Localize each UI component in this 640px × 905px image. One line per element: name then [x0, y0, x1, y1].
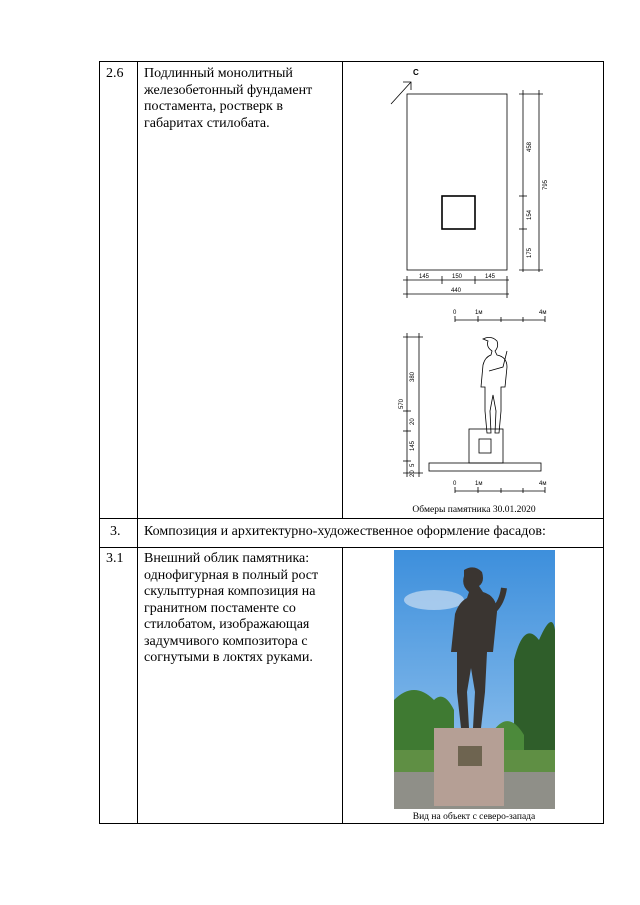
scale-label: 4м	[539, 481, 547, 487]
dim-label: 145	[410, 440, 416, 451]
section-heading: Композиция и архитектурно-художественное оформление фасадов:	[144, 524, 546, 539]
stylobate-outline	[429, 463, 541, 471]
row-number: 2.6	[106, 66, 124, 81]
document-table	[99, 61, 604, 824]
row-description: Внешний облик памятника: однофигурная в полный рост скульптурная композиция на гранитном постаменте со стилобатом, изображающая задумчивого композитора с согнутыми в локтях руками.	[144, 551, 319, 665]
scale-label: 1м	[475, 481, 483, 487]
scale-label: 1м	[475, 310, 483, 316]
dim-label: 145	[485, 274, 496, 280]
row-divider	[100, 547, 603, 548]
dim-label: 154	[527, 209, 533, 220]
scale-label: 0	[453, 481, 457, 487]
foundation-plan-drawing	[343, 62, 603, 322]
column-divider	[137, 547, 138, 824]
pedestal-outline	[469, 429, 503, 463]
scale-label: 4м	[539, 310, 547, 316]
dim-label: 570	[399, 398, 405, 409]
dim-label: 5	[410, 463, 416, 467]
dim-label: 145	[419, 274, 430, 280]
dim-label: 380	[410, 371, 416, 382]
dim-label: 440	[451, 288, 462, 294]
figure-caption: Вид на объект с северо-запада	[412, 812, 536, 822]
column-divider	[137, 62, 138, 518]
figure-caption: Обмеры памятника 30.01.2020	[412, 505, 536, 515]
dim-label: 20	[410, 418, 416, 425]
dim-label: 795	[543, 179, 549, 190]
column-divider	[137, 518, 138, 547]
dim-label: 175	[527, 247, 533, 258]
row-number: 3.	[110, 524, 121, 539]
row-divider	[100, 518, 603, 519]
scale-label: 0	[453, 310, 457, 316]
dim-label: 20	[410, 470, 416, 477]
monument-elevation-drawing	[343, 327, 603, 505]
plinth-outline	[407, 94, 507, 270]
north-label: С	[413, 68, 419, 77]
monument-photo	[394, 550, 555, 809]
pedestal-square	[442, 196, 475, 229]
dim-label: 150	[452, 274, 463, 280]
north-arrow-icon	[391, 82, 411, 104]
statue-outline	[481, 337, 507, 433]
column-divider	[342, 547, 343, 824]
row-description: Подлинный монолитный железобетонный фундамент постамента, ростверк в габаритах стилобата.	[144, 66, 313, 131]
row-number: 3.1	[106, 551, 124, 566]
dim-label: 458	[527, 141, 533, 152]
